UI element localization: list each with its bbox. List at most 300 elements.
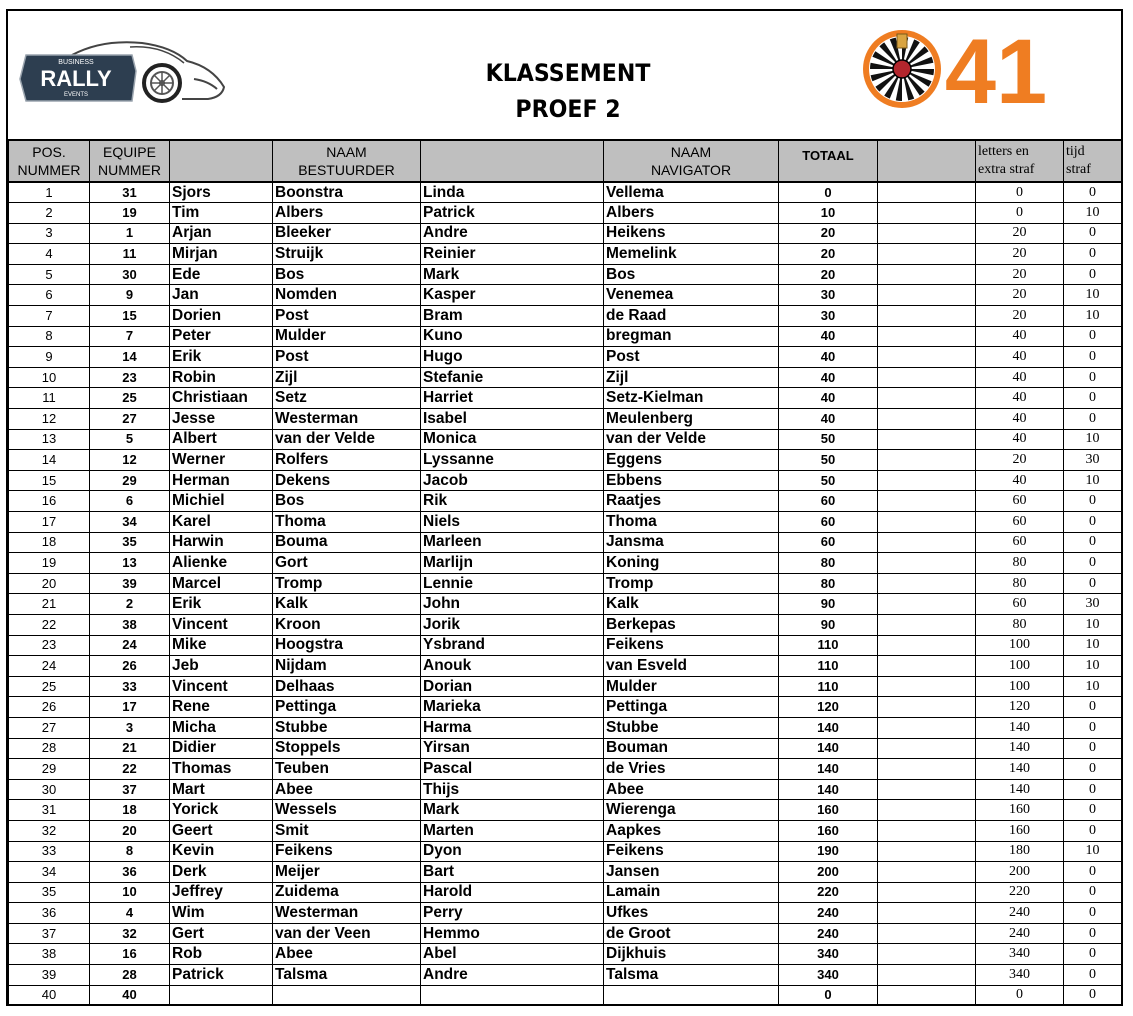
blank-cell: [878, 512, 976, 533]
driver-firstname-cell: Jeb: [170, 656, 273, 677]
letter-penalty-cell: 200: [976, 862, 1064, 883]
table-row: [9, 512, 1122, 533]
navigator-lastname-cell: Berkepas: [604, 614, 779, 635]
letter-penalty-cell: 40: [976, 388, 1064, 409]
time-penalty-cell: 0: [1064, 862, 1122, 883]
blank-cell: [878, 717, 976, 738]
time-penalty-cell: 0: [1064, 532, 1122, 553]
time-penalty-cell: 0: [1064, 759, 1122, 780]
blank-cell: [878, 367, 976, 388]
letter-penalty-cell: 0: [976, 182, 1064, 203]
table-row: [9, 326, 1122, 347]
time-penalty-cell: 0: [1064, 573, 1122, 594]
position-cell: 28: [9, 738, 90, 759]
blank-cell: [878, 491, 976, 512]
driver-lastname-cell: [273, 985, 421, 1006]
table-row: [9, 388, 1122, 409]
equipe-cell: 3: [90, 717, 170, 738]
driver-firstname-cell: Herman: [170, 470, 273, 491]
navigator-lastname-cell: Jansen: [604, 862, 779, 883]
position-cell: 36: [9, 903, 90, 924]
position-cell: 12: [9, 409, 90, 430]
table-row: [9, 903, 1122, 924]
driver-lastname-cell: Bos: [273, 491, 421, 512]
driver-lastname-cell: Abee: [273, 944, 421, 965]
total-cell: 40: [779, 367, 878, 388]
navigator-firstname-cell: John: [421, 594, 604, 615]
position-cell: 40: [9, 985, 90, 1006]
equipe-cell: 11: [90, 244, 170, 265]
position-cell: 37: [9, 923, 90, 944]
letter-penalty-cell: 40: [976, 326, 1064, 347]
navigator-lastname-cell: Venemea: [604, 285, 779, 306]
total-cell: 50: [779, 450, 878, 471]
navigator-lastname-cell: Thoma: [604, 512, 779, 533]
navigator-lastname-cell: Dijkhuis: [604, 944, 779, 965]
driver-firstname-cell: Karel: [170, 512, 273, 533]
total-cell: 140: [779, 759, 878, 780]
time-penalty-cell: 0: [1064, 923, 1122, 944]
time-penalty-cell: 10: [1064, 635, 1122, 656]
letter-penalty-cell: 40: [976, 347, 1064, 368]
blank-cell: [878, 388, 976, 409]
navigator-firstname-cell: Yirsan: [421, 738, 604, 759]
time-penalty-cell: 0: [1064, 512, 1122, 533]
equipe-cell: 21: [90, 738, 170, 759]
table-row: [9, 614, 1122, 635]
navigator-firstname-cell: Marten: [421, 820, 604, 841]
driver-lastname-cell: Post: [273, 347, 421, 368]
driver-lastname-cell: Zijl: [273, 367, 421, 388]
navigator-lastname-cell: Feikens: [604, 635, 779, 656]
total-cell: 110: [779, 676, 878, 697]
driver-lastname-cell: Post: [273, 306, 421, 327]
navigator-lastname-cell: Wierenga: [604, 800, 779, 821]
driver-firstname-cell: Vincent: [170, 676, 273, 697]
equipe-cell: 7: [90, 326, 170, 347]
navigator-lastname-cell: de Vries: [604, 759, 779, 780]
driver-firstname-cell: Tim: [170, 203, 273, 224]
total-cell: 140: [779, 779, 878, 800]
total-cell: 220: [779, 882, 878, 903]
position-cell: 7: [9, 306, 90, 327]
table-row: [9, 553, 1122, 574]
driver-firstname-cell: Yorick: [170, 800, 273, 821]
position-cell: 23: [9, 635, 90, 656]
table-row: [9, 182, 1122, 203]
table-row: [9, 264, 1122, 285]
driver-firstname-cell: Mart: [170, 779, 273, 800]
time-penalty-cell: 10: [1064, 306, 1122, 327]
equipe-cell: 29: [90, 470, 170, 491]
navigator-firstname-cell: Mark: [421, 800, 604, 821]
driver-lastname-cell: van der Veen: [273, 923, 421, 944]
letter-penalty-cell: 80: [976, 553, 1064, 574]
position-cell: 10: [9, 367, 90, 388]
total-cell: 80: [779, 573, 878, 594]
driver-firstname-cell: Erik: [170, 594, 273, 615]
time-penalty-cell: 10: [1064, 429, 1122, 450]
time-penalty-cell: 0: [1064, 491, 1122, 512]
navigator-lastname-cell: Memelink: [604, 244, 779, 265]
total-cell: 30: [779, 285, 878, 306]
navigator-firstname-cell: Kasper: [421, 285, 604, 306]
letter-penalty-cell: 340: [976, 944, 1064, 965]
time-penalty-cell: 10: [1064, 614, 1122, 635]
time-penalty-cell: 0: [1064, 738, 1122, 759]
time-penalty-cell: 10: [1064, 841, 1122, 862]
driver-lastname-cell: Boonstra: [273, 182, 421, 203]
total-cell: 20: [779, 223, 878, 244]
navigator-firstname-cell: Lennie: [421, 573, 604, 594]
navigator-firstname-cell: Marleen: [421, 532, 604, 553]
equipe-cell: 26: [90, 656, 170, 677]
table-row: [9, 759, 1122, 780]
driver-firstname-cell: Wim: [170, 903, 273, 924]
driver-lastname-cell: Tromp: [273, 573, 421, 594]
total-cell: 90: [779, 614, 878, 635]
table-row: [9, 656, 1122, 677]
driver-firstname-cell: Werner: [170, 450, 273, 471]
table-row: [9, 779, 1122, 800]
driver-lastname-cell: Delhaas: [273, 676, 421, 697]
time-penalty-cell: 0: [1064, 223, 1122, 244]
position-cell: 21: [9, 594, 90, 615]
navigator-firstname-cell: Harold: [421, 882, 604, 903]
time-penalty-cell: 10: [1064, 676, 1122, 697]
table-row: [9, 717, 1122, 738]
driver-firstname-cell: Mike: [170, 635, 273, 656]
driver-firstname-cell: Michiel: [170, 491, 273, 512]
driver-lastname-cell: Albers: [273, 203, 421, 224]
position-cell: 5: [9, 264, 90, 285]
position-cell: 24: [9, 656, 90, 677]
letter-penalty-cell: 40: [976, 429, 1064, 450]
blank-cell: [878, 985, 976, 1006]
table-row: [9, 409, 1122, 430]
equipe-cell: 4: [90, 903, 170, 924]
equipe-cell: 34: [90, 512, 170, 533]
time-penalty-cell: 0: [1064, 409, 1122, 430]
navigator-firstname-cell: Bram: [421, 306, 604, 327]
ranking-table: [8, 139, 1122, 1006]
navigator-firstname-cell: Linda: [421, 182, 604, 203]
blank-cell: [878, 450, 976, 471]
navigator-firstname-cell: Niels: [421, 512, 604, 533]
navigator-firstname-cell: Patrick: [421, 203, 604, 224]
blank-cell: [878, 532, 976, 553]
total-cell: 0: [779, 182, 878, 203]
page-title: [388, 55, 748, 127]
position-cell: 3: [9, 223, 90, 244]
letter-penalty-cell: 60: [976, 512, 1064, 533]
position-cell: 18: [9, 532, 90, 553]
navigator-lastname-cell: Eggens: [604, 450, 779, 471]
table-row: [9, 841, 1122, 862]
blank-cell: [878, 594, 976, 615]
equipe-cell: 24: [90, 635, 170, 656]
time-penalty-cell: 10: [1064, 470, 1122, 491]
time-penalty-cell: 0: [1064, 244, 1122, 265]
navigator-firstname-cell: Stefanie: [421, 367, 604, 388]
position-cell: 22: [9, 614, 90, 635]
driver-lastname-cell: Bos: [273, 264, 421, 285]
time-penalty-cell: 0: [1064, 944, 1122, 965]
navigator-lastname-cell: Bos: [604, 264, 779, 285]
equipe-cell: 39: [90, 573, 170, 594]
total-cell: 40: [779, 388, 878, 409]
blank-cell: [878, 656, 976, 677]
navigator-lastname-cell: Zijl: [604, 367, 779, 388]
total-cell: 110: [779, 635, 878, 656]
blank-cell: [878, 244, 976, 265]
navigator-firstname-cell: Harma: [421, 717, 604, 738]
navigator-lastname-cell: Raatjes: [604, 491, 779, 512]
equipe-cell: 10: [90, 882, 170, 903]
table-row: [9, 923, 1122, 944]
driver-lastname-cell: Thoma: [273, 512, 421, 533]
driver-lastname-cell: Stubbe: [273, 717, 421, 738]
total-cell: 60: [779, 512, 878, 533]
total-cell: 240: [779, 903, 878, 924]
navigator-lastname-cell: Talsma: [604, 965, 779, 986]
time-penalty-cell: 0: [1064, 697, 1122, 718]
table-row: [9, 882, 1122, 903]
position-cell: 20: [9, 573, 90, 594]
letter-penalty-cell: 220: [976, 882, 1064, 903]
equipe-cell: 33: [90, 676, 170, 697]
table-row: [9, 697, 1122, 718]
navigator-firstname-cell: Jorik: [421, 614, 604, 635]
navigator-lastname-cell: bregman: [604, 326, 779, 347]
position-cell: 35: [9, 882, 90, 903]
time-penalty-cell: 0: [1064, 779, 1122, 800]
blank-cell: [878, 223, 976, 244]
driver-lastname-cell: van der Velde: [273, 429, 421, 450]
letter-penalty-cell: 20: [976, 244, 1064, 265]
position-cell: 34: [9, 862, 90, 883]
total-cell: 40: [779, 326, 878, 347]
equipe-cell: 8: [90, 841, 170, 862]
round-table-41-logo: [860, 27, 1052, 111]
position-cell: 27: [9, 717, 90, 738]
blank-cell: [878, 820, 976, 841]
position-cell: 9: [9, 347, 90, 368]
letter-penalty-cell: 20: [976, 285, 1064, 306]
table-row: [9, 985, 1122, 1006]
navigator-firstname-cell: Andre: [421, 223, 604, 244]
equipe-cell: 14: [90, 347, 170, 368]
navigator-firstname-cell: Bart: [421, 862, 604, 883]
driver-firstname-cell: Gert: [170, 923, 273, 944]
time-penalty-cell: 0: [1064, 553, 1122, 574]
navigator-lastname-cell: Heikens: [604, 223, 779, 244]
driver-lastname-cell: Talsma: [273, 965, 421, 986]
letter-penalty-cell: 60: [976, 532, 1064, 553]
equipe-cell: 12: [90, 450, 170, 471]
blank-cell: [878, 779, 976, 800]
table-row: [9, 738, 1122, 759]
navigator-firstname-cell: Monica: [421, 429, 604, 450]
navigator-firstname-cell: [421, 985, 604, 1006]
business-rally-events-logo: [12, 35, 228, 107]
equipe-cell: 17: [90, 697, 170, 718]
driver-lastname-cell: Kalk: [273, 594, 421, 615]
driver-lastname-cell: Mulder: [273, 326, 421, 347]
results-sheet: [6, 9, 1123, 1006]
driver-lastname-cell: Kroon: [273, 614, 421, 635]
letter-penalty-cell: 160: [976, 820, 1064, 841]
equipe-cell: 40: [90, 985, 170, 1006]
driver-lastname-cell: Rolfers: [273, 450, 421, 471]
table-row: [9, 244, 1122, 265]
letter-penalty-cell: 60: [976, 491, 1064, 512]
position-cell: 17: [9, 512, 90, 533]
position-cell: 14: [9, 450, 90, 471]
table-row: [9, 965, 1122, 986]
navigator-lastname-cell: [604, 985, 779, 1006]
blank-cell: [878, 800, 976, 821]
navigator-lastname-cell: Vellema: [604, 182, 779, 203]
total-cell: 160: [779, 820, 878, 841]
equipe-cell: 37: [90, 779, 170, 800]
navigator-firstname-cell: Marlijn: [421, 553, 604, 574]
logo-number: 41: [944, 27, 1048, 111]
col-header-total: TOTAAL: [779, 140, 878, 182]
position-cell: 26: [9, 697, 90, 718]
navigator-firstname-cell: Hemmo: [421, 923, 604, 944]
letter-penalty-cell: 240: [976, 903, 1064, 924]
letter-penalty-cell: 340: [976, 965, 1064, 986]
total-cell: 240: [779, 923, 878, 944]
blank-cell: [878, 306, 976, 327]
blank-cell: [878, 676, 976, 697]
col-header-letter-penalty: letters en extra straf: [976, 140, 1064, 182]
driver-lastname-cell: Dekens: [273, 470, 421, 491]
navigator-firstname-cell: Rik: [421, 491, 604, 512]
blank-cell: [878, 553, 976, 574]
driver-firstname-cell: Derk: [170, 862, 273, 883]
equipe-cell: 32: [90, 923, 170, 944]
navigator-firstname-cell: Abel: [421, 944, 604, 965]
col-header-driver-firstname: [170, 140, 273, 182]
blank-cell: [878, 841, 976, 862]
table-row: [9, 491, 1122, 512]
navigator-lastname-cell: de Raad: [604, 306, 779, 327]
driver-lastname-cell: Abee: [273, 779, 421, 800]
col-header-blank: [878, 140, 976, 182]
navigator-lastname-cell: Meulenberg: [604, 409, 779, 430]
position-cell: 29: [9, 759, 90, 780]
equipe-cell: 38: [90, 614, 170, 635]
position-cell: 8: [9, 326, 90, 347]
letter-penalty-cell: 140: [976, 738, 1064, 759]
letter-penalty-cell: 160: [976, 800, 1064, 821]
navigator-firstname-cell: Thijs: [421, 779, 604, 800]
letter-penalty-cell: 100: [976, 635, 1064, 656]
table-row: [9, 306, 1122, 327]
table-row: [9, 573, 1122, 594]
navigator-firstname-cell: Reinier: [421, 244, 604, 265]
total-cell: 20: [779, 244, 878, 265]
navigator-firstname-cell: Pascal: [421, 759, 604, 780]
driver-firstname-cell: Mirjan: [170, 244, 273, 265]
blank-cell: [878, 862, 976, 883]
navigator-firstname-cell: Perry: [421, 903, 604, 924]
driver-firstname-cell: [170, 985, 273, 1006]
equipe-cell: 36: [90, 862, 170, 883]
navigator-firstname-cell: Harriet: [421, 388, 604, 409]
table-row: [9, 470, 1122, 491]
driver-firstname-cell: Marcel: [170, 573, 273, 594]
driver-lastname-cell: Bleeker: [273, 223, 421, 244]
navigator-lastname-cell: Stubbe: [604, 717, 779, 738]
time-penalty-cell: 0: [1064, 882, 1122, 903]
navigator-lastname-cell: Aapkes: [604, 820, 779, 841]
col-header-navigator-firstname: [421, 140, 604, 182]
time-penalty-cell: 0: [1064, 182, 1122, 203]
total-cell: 90: [779, 594, 878, 615]
equipe-cell: 28: [90, 965, 170, 986]
equipe-cell: 25: [90, 388, 170, 409]
letter-penalty-cell: 0: [976, 203, 1064, 224]
total-cell: 50: [779, 429, 878, 450]
total-cell: 20: [779, 264, 878, 285]
total-cell: 40: [779, 347, 878, 368]
position-cell: 33: [9, 841, 90, 862]
letter-penalty-cell: 100: [976, 676, 1064, 697]
time-penalty-cell: 10: [1064, 285, 1122, 306]
blank-cell: [878, 635, 976, 656]
navigator-lastname-cell: Tromp: [604, 573, 779, 594]
table-row: [9, 676, 1122, 697]
table-row: [9, 429, 1122, 450]
navigator-lastname-cell: Abee: [604, 779, 779, 800]
letter-penalty-cell: 80: [976, 573, 1064, 594]
equipe-cell: 35: [90, 532, 170, 553]
blank-cell: [878, 429, 976, 450]
total-cell: 60: [779, 491, 878, 512]
letter-penalty-cell: 20: [976, 450, 1064, 471]
logo-text-main: RALLY: [40, 66, 112, 91]
equipe-cell: 9: [90, 285, 170, 306]
driver-lastname-cell: Bouma: [273, 532, 421, 553]
driver-firstname-cell: Dorien: [170, 306, 273, 327]
blank-cell: [878, 882, 976, 903]
driver-firstname-cell: Micha: [170, 717, 273, 738]
table-row: [9, 223, 1122, 244]
driver-firstname-cell: Patrick: [170, 965, 273, 986]
total-cell: 160: [779, 800, 878, 821]
blank-cell: [878, 738, 976, 759]
driver-firstname-cell: Arjan: [170, 223, 273, 244]
table-row: [9, 820, 1122, 841]
navigator-firstname-cell: Jacob: [421, 470, 604, 491]
position-cell: 39: [9, 965, 90, 986]
position-cell: 6: [9, 285, 90, 306]
blank-cell: [878, 759, 976, 780]
position-cell: 1: [9, 182, 90, 203]
table-row: [9, 285, 1122, 306]
navigator-lastname-cell: Kalk: [604, 594, 779, 615]
table-row: [9, 635, 1122, 656]
navigator-lastname-cell: Koning: [604, 553, 779, 574]
navigator-lastname-cell: Pettinga: [604, 697, 779, 718]
letter-penalty-cell: 240: [976, 923, 1064, 944]
letter-penalty-cell: 40: [976, 409, 1064, 430]
driver-firstname-cell: Christiaan: [170, 388, 273, 409]
table-row: [9, 532, 1122, 553]
